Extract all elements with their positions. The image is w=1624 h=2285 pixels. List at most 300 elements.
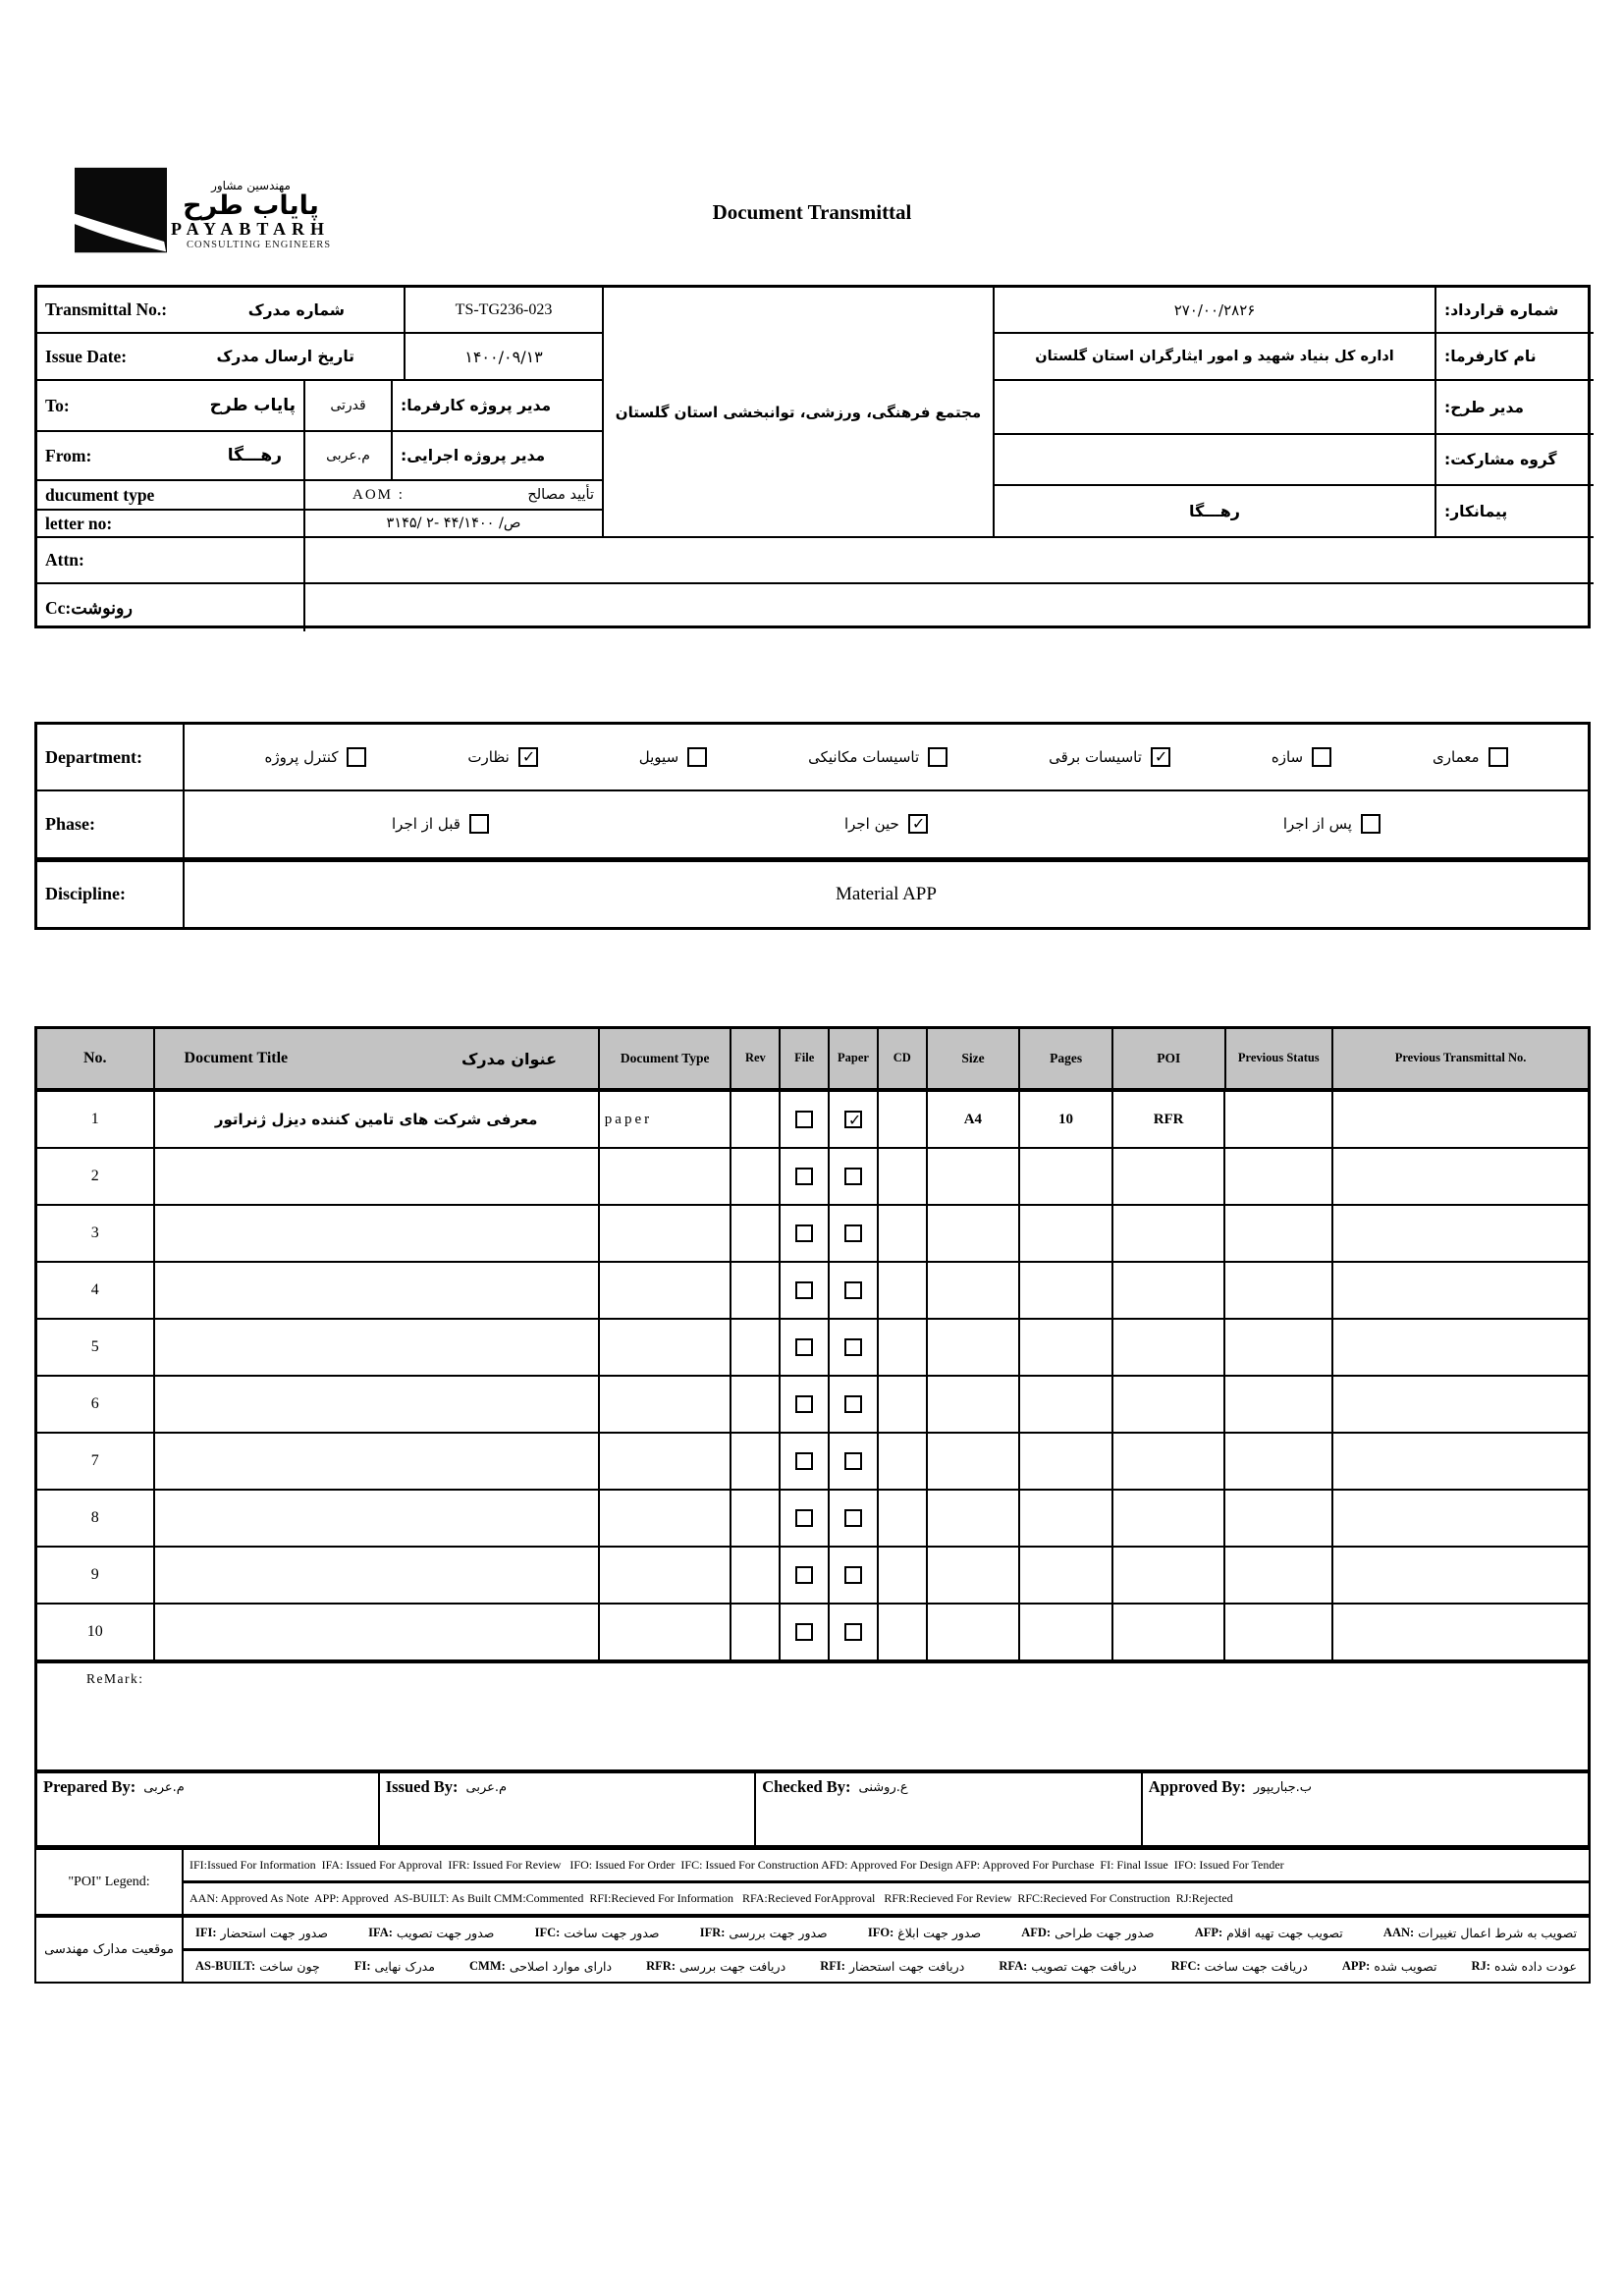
row-paper-cell — [830, 1149, 879, 1204]
table-row — [37, 1206, 1588, 1263]
issue-date-text: ۱۴۰۰/۰۹/۱۳ — [464, 347, 543, 366]
row-poi — [1113, 1320, 1226, 1375]
row-title — [155, 1434, 600, 1489]
legend-entry-code: IFA: — [368, 1926, 393, 1939]
contractor-label-cell — [1436, 486, 1594, 538]
poi-legend-lines-en — [184, 1850, 1589, 1914]
project-name-cell — [604, 288, 995, 538]
row-size — [928, 1206, 1021, 1261]
table-row — [37, 1092, 1588, 1149]
department-checkbox[interactable] — [1151, 747, 1170, 767]
poi-legend — [34, 1848, 1591, 1984]
row-size — [928, 1491, 1021, 1546]
legend-entry-text: دریافت جهت تصویب — [1031, 1959, 1137, 1974]
transmittal-no-text: TS-TG236-023 — [455, 300, 553, 318]
department-option-label: معماری — [1433, 748, 1480, 767]
file-checkbox[interactable] — [795, 1281, 813, 1299]
row-prev-transmittal — [1333, 1434, 1588, 1489]
row-poi — [1113, 1206, 1226, 1261]
row-rev — [731, 1320, 781, 1375]
row-cd — [879, 1092, 928, 1147]
phase-option — [392, 814, 489, 834]
file-checkbox[interactable] — [795, 1338, 813, 1356]
header-no: No. — [37, 1029, 155, 1088]
row-paper-cell — [830, 1491, 879, 1546]
header-rev: Rev — [731, 1029, 781, 1088]
file-checkbox[interactable] — [795, 1509, 813, 1527]
legend-entry-text: دریافت جهت بررسی — [678, 1959, 786, 1974]
department-label: Department: — [37, 725, 185, 789]
to-person: قدرتی — [330, 398, 366, 413]
issued-by-name: م.عربی — [465, 1780, 508, 1795]
legend-entry-code: IFI: — [195, 1926, 217, 1939]
signature-row — [37, 1771, 1588, 1845]
row-size — [928, 1320, 1021, 1375]
contract-no-text: ۲۷۰/۰۰/۲۸۲۶ — [1173, 300, 1256, 319]
to-value: پایاب طرح — [209, 396, 296, 415]
client-pm-label-cell — [393, 381, 604, 432]
row-title — [155, 1092, 600, 1147]
doc-type-fa: تأیید مصالح — [527, 487, 594, 503]
row-type — [600, 1206, 732, 1261]
legend-entry-text: مدرک نهایی — [374, 1959, 435, 1974]
cc-value-cell — [305, 584, 1594, 631]
row-prev-status — [1225, 1263, 1333, 1318]
to-cell — [37, 381, 305, 432]
department-checkbox[interactable] — [1312, 747, 1331, 767]
row-pages — [1020, 1548, 1113, 1603]
partnership-value-cell — [995, 435, 1436, 486]
row-file-cell — [781, 1320, 830, 1375]
department-option — [1433, 747, 1508, 767]
header-title-fa: عنوان مدرک — [461, 1049, 557, 1068]
doc-type-label: ducument type — [45, 484, 155, 505]
legend-entry-text: دریافت جهت ساخت — [1204, 1959, 1308, 1974]
row-poi — [1113, 1605, 1226, 1659]
approved-by-name: ب.جباریپور — [1253, 1780, 1313, 1795]
from-cell — [37, 432, 305, 481]
paper-checkbox[interactable] — [844, 1509, 862, 1527]
header-size: Size — [928, 1029, 1021, 1088]
legend-entry-text: عودت داده شده — [1493, 1959, 1577, 1974]
row-poi — [1113, 1149, 1226, 1204]
poi-legend-english — [36, 1850, 1589, 1918]
design-manager-value-cell — [995, 381, 1436, 435]
department-options — [185, 725, 1588, 789]
checked-by-name: ع.روشنی — [858, 1780, 908, 1795]
legend-entry-text: چون ساخت — [259, 1959, 320, 1974]
phase-checkbox[interactable] — [908, 814, 928, 834]
contract-no-label-cell — [1436, 288, 1594, 334]
row-prev-status — [1225, 1320, 1333, 1375]
row-prev-transmittal — [1333, 1548, 1588, 1603]
row-no: 3 — [37, 1206, 155, 1261]
to-label: To: — [45, 395, 70, 415]
legend-entry-code: IFC: — [534, 1926, 561, 1939]
header-title-en: Document Title — [184, 1050, 289, 1066]
legend-entry — [195, 1959, 320, 1974]
contract-no-label: شماره قرارداد: — [1444, 300, 1559, 319]
legend-entry — [999, 1959, 1136, 1974]
row-type — [600, 1263, 732, 1318]
paper-checkbox[interactable] — [844, 1338, 862, 1356]
row-pages — [1020, 1605, 1113, 1659]
legend-entry — [646, 1959, 785, 1974]
row-prev-transmittal — [1333, 1092, 1588, 1147]
discipline-value: Material APP — [836, 883, 937, 904]
row-title — [155, 1206, 600, 1261]
row-prev-status — [1225, 1548, 1333, 1603]
row-cd — [879, 1548, 928, 1603]
legend-fa-line1 — [184, 1918, 1589, 1951]
row-paper-cell — [830, 1206, 879, 1261]
legend-entry-code: AFD: — [1021, 1926, 1052, 1939]
row-size — [928, 1377, 1021, 1432]
row-paper-cell — [830, 1320, 879, 1375]
row-type — [600, 1491, 732, 1546]
row-cd — [879, 1605, 928, 1659]
row-file-cell — [781, 1377, 830, 1432]
phase-options — [185, 791, 1588, 856]
legend-entry-code: AAN: — [1382, 1926, 1415, 1939]
discipline-row — [37, 859, 1588, 927]
document-table-body — [37, 1092, 1588, 1661]
contract-no-value-cell — [995, 288, 1436, 334]
row-no: 10 — [37, 1605, 155, 1659]
row-no: 1 — [37, 1092, 155, 1147]
department-option — [1049, 747, 1170, 767]
row-prev-transmittal — [1333, 1206, 1588, 1261]
row-file-cell — [781, 1263, 830, 1318]
paper-checkbox[interactable] — [844, 1111, 862, 1128]
legend-entry-text: صدور جهت ابلاغ — [897, 1926, 982, 1940]
department-option — [265, 747, 367, 767]
row-prev-transmittal — [1333, 1377, 1588, 1432]
legend-entry — [535, 1926, 660, 1940]
issue-date-value — [406, 334, 604, 381]
phase-row — [37, 791, 1588, 858]
row-file-cell — [781, 1548, 830, 1603]
row-rev — [731, 1605, 781, 1659]
row-title — [155, 1605, 600, 1659]
legend-entry — [1195, 1926, 1343, 1940]
partnership-label-cell — [1436, 435, 1594, 486]
phase-option-label: پس از اجرا — [1282, 815, 1352, 834]
header-poi: POI — [1113, 1029, 1226, 1088]
logo-fa-large: پایاب طرح — [183, 190, 319, 221]
file-checkbox[interactable] — [795, 1452, 813, 1470]
row-poi — [1113, 1434, 1226, 1489]
row-pages — [1020, 1434, 1113, 1489]
transmittal-no-label-cell — [37, 288, 406, 334]
department-checkbox[interactable] — [687, 747, 707, 767]
file-checkbox[interactable] — [795, 1224, 813, 1242]
legend-entry-code: RFI: — [820, 1959, 845, 1973]
department-checkbox[interactable] — [1489, 747, 1508, 767]
row-prev-status — [1225, 1149, 1333, 1204]
row-cd — [879, 1320, 928, 1375]
logo-subtitle: CONSULTING ENGINEERS — [187, 240, 332, 251]
prepared-by-cell — [37, 1773, 380, 1845]
doc-type-value-cell — [305, 481, 604, 511]
department-row — [37, 725, 1588, 791]
design-manager-label-cell — [1436, 381, 1594, 435]
phase-option — [1283, 814, 1380, 834]
row-file-cell — [781, 1434, 830, 1489]
row-poi — [1113, 1548, 1226, 1603]
file-checkbox[interactable] — [795, 1395, 813, 1413]
from-value: رهـــگا — [227, 446, 282, 465]
paper-checkbox[interactable] — [844, 1224, 862, 1242]
table-row — [37, 1149, 1588, 1206]
from-person-cell — [305, 432, 393, 481]
header-cd: CD — [879, 1029, 928, 1088]
exec-pm-label: مدیر پروژه اجرایی: — [401, 447, 546, 464]
row-prev-status — [1225, 1206, 1333, 1261]
row-prev-transmittal — [1333, 1491, 1588, 1546]
project-name: مجتمع فرهنگی، ورزشی، توانبخشی استان گلستان — [615, 403, 982, 421]
cc-label-cell — [37, 584, 305, 631]
header-prev-status: Previous Status — [1226, 1029, 1334, 1088]
to-person-cell — [305, 381, 393, 432]
poi-legend-label: "POI" Legend: — [36, 1850, 184, 1914]
paper-checkbox[interactable] — [844, 1395, 862, 1413]
row-poi — [1113, 1491, 1226, 1546]
contractor-text: رهـــگا — [1188, 502, 1241, 520]
legend-entry — [868, 1926, 981, 1940]
doc-type-label-cell — [37, 481, 305, 511]
department-option — [467, 747, 537, 767]
department-option-label: تاسیسات برقی — [1049, 748, 1142, 767]
row-pages — [1020, 1320, 1113, 1375]
row-type — [600, 1548, 732, 1603]
row-size — [928, 1434, 1021, 1489]
legend-entry-code: AFP: — [1194, 1926, 1223, 1939]
legend-en-line2: AAN: Approved As Note APP: Approved AS-BUILT: As Built CMM:Commented RFI:Recieved For Information RFA:Recieved ForApproval RFR:Recieved For Review RFC:Recieved For Construction RJ:Rejected — [189, 1891, 1233, 1905]
department-checkbox[interactable] — [347, 747, 366, 767]
row-title — [155, 1377, 600, 1432]
legend-entry-code: CMM: — [469, 1959, 506, 1973]
client-label: نام کارفرما: — [1444, 348, 1537, 365]
transmittal-no-value — [406, 288, 604, 334]
phase-checkbox[interactable] — [469, 814, 489, 834]
partnership-label: گروه مشارکت: — [1444, 451, 1557, 468]
row-type — [600, 1149, 732, 1204]
logo-company-name: PAYABTARH — [171, 219, 331, 240]
department-option-label: کنترل پروژه — [264, 748, 339, 767]
header-prev-transmittal: Previous Transmittal No. — [1394, 1051, 1527, 1065]
letter-no-value-cell — [305, 511, 604, 538]
row-type: paper — [600, 1092, 732, 1147]
legend-en-line1: IFI:Issued For Information IFA: Issued For Approval IFR: Issued For Review IFO: Issued For Order IFC: Issued For Construction AFD: Approved For Design AFP: Approved For Purchase FI: Final Issue IFO: Issued For Tender — [184, 1850, 1589, 1883]
file-checkbox[interactable] — [795, 1111, 813, 1128]
row-paper-cell — [830, 1548, 879, 1603]
row-pages — [1020, 1491, 1113, 1546]
letter-no-text: ۳۱۴۵/ ۲- ۴۴/ص/ ۱۴۰۰ — [386, 516, 521, 531]
row-cd — [879, 1206, 928, 1261]
legend-entry-text: صدور جهت طراحی — [1055, 1926, 1155, 1940]
cc-label: Cc:رونوشت — [45, 597, 133, 618]
exec-pm-label-cell — [393, 432, 604, 481]
legend-fa-line2 — [184, 1951, 1589, 1982]
row-paper-cell — [830, 1605, 879, 1659]
phase-label: Phase: — [37, 791, 185, 856]
legend-entry-text: صدور جهت تصویب — [396, 1926, 495, 1940]
phase-option-label: حین اجرا — [843, 815, 899, 834]
row-type — [600, 1434, 732, 1489]
row-prev-transmittal — [1333, 1149, 1588, 1204]
legend-entry-text: صدور جهت ساخت — [564, 1926, 660, 1940]
checked-by-label: Checked By: — [762, 1777, 851, 1796]
header-file: File — [781, 1029, 830, 1088]
paper-checkbox[interactable] — [844, 1281, 862, 1299]
legend-entry — [1383, 1926, 1577, 1940]
attn-label-cell — [37, 538, 305, 584]
legend-entry — [368, 1926, 494, 1940]
approved-by-label: Approved By: — [1148, 1777, 1246, 1796]
client-label-cell — [1436, 334, 1594, 381]
legend-entry-text: دریافت جهت استحضار — [848, 1959, 965, 1974]
file-checkbox[interactable] — [795, 1566, 813, 1584]
issue-date-label-en: Issue Date: — [45, 346, 128, 366]
remark-label: ReMark: — [86, 1671, 144, 1686]
design-manager-label: مدیر طرح: — [1444, 398, 1525, 416]
row-paper-cell — [830, 1377, 879, 1432]
row-poi — [1113, 1377, 1226, 1432]
table-row — [37, 1434, 1588, 1491]
row-prev-transmittal — [1333, 1605, 1588, 1659]
department-option — [639, 747, 707, 767]
row-file-cell — [781, 1206, 830, 1261]
department-option-label: سازه — [1271, 748, 1304, 767]
legend-entry-code: RFC: — [1170, 1959, 1201, 1973]
contractor-value-cell — [995, 486, 1436, 538]
row-file-cell — [781, 1605, 830, 1659]
legend-entry-text: صدور جهت بررسی — [729, 1926, 828, 1940]
row-prev-status — [1225, 1092, 1333, 1147]
row-size — [928, 1149, 1021, 1204]
issued-by-label: Issued By: — [385, 1777, 459, 1796]
row-title-text: معرفی شرکت های تامین کننده دیزل ژنراتور — [214, 1111, 538, 1128]
row-cd — [879, 1377, 928, 1432]
paper-checkbox[interactable] — [844, 1566, 862, 1584]
row-rev — [731, 1092, 781, 1147]
header-title — [155, 1029, 600, 1088]
attn-label: Attn: — [45, 550, 84, 570]
department-checkbox[interactable] — [928, 747, 947, 767]
issued-by-cell — [380, 1773, 757, 1845]
client-pm-label: مدیر پروژه کارفرما: — [401, 397, 552, 414]
row-type — [600, 1605, 732, 1659]
legend-entry-code: FI: — [353, 1959, 371, 1973]
row-type — [600, 1320, 732, 1375]
row-prev-status — [1225, 1434, 1333, 1489]
issue-date-label-cell — [37, 334, 406, 381]
legend-entry-text: دارای موارد اصلاحی — [509, 1959, 613, 1974]
row-size — [928, 1263, 1021, 1318]
legend-entry — [1171, 1959, 1308, 1974]
row-size: A4 — [928, 1092, 1021, 1147]
row-cd — [879, 1149, 928, 1204]
phase-checkbox[interactable] — [1361, 814, 1380, 834]
department-checkbox[interactable] — [518, 747, 538, 767]
header-type: Document Type — [600, 1029, 731, 1088]
transmittal-no-label-en: Transmittal No.: — [45, 299, 168, 319]
row-title — [155, 1491, 600, 1546]
row-cd — [879, 1434, 928, 1489]
document-list-table — [34, 1026, 1591, 1848]
file-checkbox[interactable] — [795, 1168, 813, 1185]
legend-entry-text: تصویب جهت تهیه اقلام — [1226, 1926, 1343, 1940]
row-size — [928, 1605, 1021, 1659]
table-row — [37, 1605, 1588, 1661]
legend-entry — [469, 1959, 612, 1974]
row-file-cell — [781, 1149, 830, 1204]
poi-legend-persian — [36, 1918, 1589, 1982]
legend-entry-text: تصویب شده — [1374, 1959, 1437, 1974]
issue-date-label-fa: تاریخ ارسال مدرک — [216, 348, 354, 365]
row-file-cell — [781, 1491, 830, 1546]
row-rev — [731, 1377, 781, 1432]
row-pages — [1020, 1377, 1113, 1432]
discipline-label: Discipline: — [37, 862, 185, 927]
legend-entry-code: APP: — [1341, 1959, 1371, 1973]
legend-entry-text: تصویب به شرط اعمال تغییرات — [1418, 1926, 1577, 1940]
document-table-header — [37, 1029, 1588, 1092]
row-prev-status — [1225, 1377, 1333, 1432]
row-title — [155, 1263, 600, 1318]
row-rev — [731, 1149, 781, 1204]
phase-option-label: قبل از اجرا — [392, 815, 460, 834]
legend-entry — [700, 1926, 828, 1940]
client-name-text: اداره کل بنیاد شهید و امور ایثارگران استان گلستان — [1035, 349, 1394, 364]
letter-no-label-cell — [37, 511, 305, 538]
row-rev — [731, 1491, 781, 1546]
row-pages — [1020, 1149, 1113, 1204]
paper-checkbox[interactable] — [844, 1168, 862, 1185]
row-size — [928, 1548, 1021, 1603]
row-no: 9 — [37, 1548, 155, 1603]
attn-value-cell — [305, 538, 1594, 584]
row-rev — [731, 1206, 781, 1261]
client-value-cell — [995, 334, 1436, 381]
row-no: 7 — [37, 1434, 155, 1489]
doc-type-code: AOM : — [352, 486, 405, 503]
row-rev — [731, 1263, 781, 1318]
row-poi: RFR — [1113, 1092, 1226, 1147]
table-row — [37, 1320, 1588, 1377]
transmittal-no-label-fa: شماره مدرک — [247, 300, 345, 319]
remark-section — [37, 1661, 1588, 1771]
paper-checkbox[interactable] — [844, 1452, 862, 1470]
legend-entry-code: IFO: — [867, 1926, 894, 1939]
table-row — [37, 1491, 1588, 1548]
department-option-label: نظارت — [467, 748, 510, 767]
legend-entry-code: RFR: — [646, 1959, 676, 1973]
row-no: 2 — [37, 1149, 155, 1204]
row-cd — [879, 1263, 928, 1318]
page-title: Document Transmittal — [712, 200, 912, 224]
row-no: 5 — [37, 1320, 155, 1375]
row-paper-cell — [830, 1263, 879, 1318]
row-no: 8 — [37, 1491, 155, 1546]
file-checkbox[interactable] — [795, 1623, 813, 1641]
paper-checkbox[interactable] — [844, 1623, 862, 1641]
row-pages: 10 — [1020, 1092, 1113, 1147]
row-rev — [731, 1548, 781, 1603]
from-label: From: — [45, 445, 92, 465]
row-file-cell — [781, 1092, 830, 1147]
